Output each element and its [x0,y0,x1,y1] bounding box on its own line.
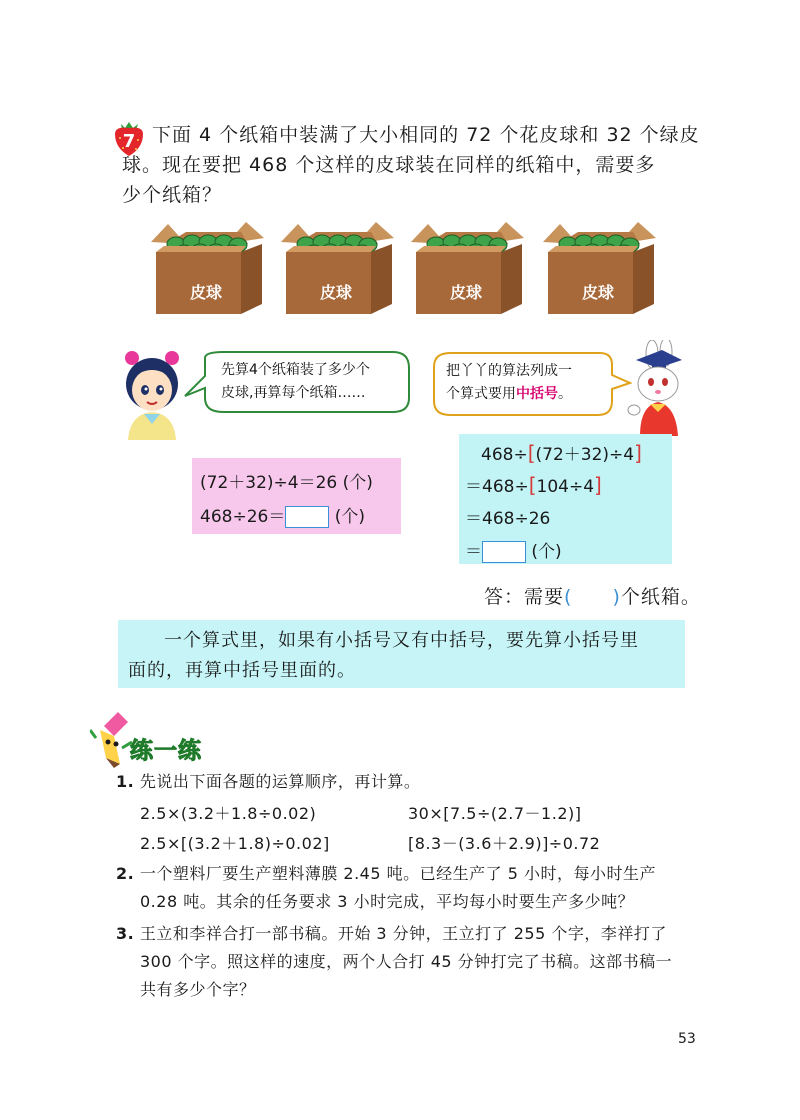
method-two-line-4-prefix: ＝ [465,542,482,562]
method-one-line-2-prefix: 468÷26＝ [200,507,286,527]
answer-blank-box[interactable] [482,541,526,563]
box-2 [276,222,396,322]
page-number: 53 [678,1031,696,1047]
girl-character [120,348,186,440]
expression-d: [8.3－(3.6＋2.9)]÷0.72 [408,834,601,853]
box-label: 皮球 [319,283,352,302]
answer-prefix: 答：需要 [484,586,565,608]
exercise-3-line-2: 300 个字。照这样的速度，两个人合打 45 分钟打完了书稿。这部书稿一 [140,952,673,971]
expression-c: 2.5×[(3.2＋1.8)÷0.02] [140,834,330,853]
girl-speech-bubble [183,350,413,416]
practice-header [90,708,210,768]
problem-line-2: 球。现在要把 468 个这样的皮球装在同样的纸箱中，需要多 [122,154,656,176]
exercise-3-line-1: 王立和李祥合打一部书稿。开始 3 分钟，王立打了 255 个字，李祥打了 [139,924,667,943]
rule-line-2: 面的，再算中括号里面的。 [128,660,356,681]
rabbit-speech-bubble [432,351,632,417]
method-one-line-1: (72＋32)÷4＝26 (个) [200,473,373,493]
box-4 [538,222,658,322]
answer-blank-box[interactable] [285,506,329,528]
exercise-number: 2. [116,864,135,883]
answer-paren-close: ) [612,586,621,608]
exercise-1 [116,768,420,796]
bracket-open: [ [528,473,537,497]
cardboard-box-icon [276,222,396,322]
expression-b: 30×[7.5÷(2.7－1.2)] [408,804,582,823]
cardboard-box-icon [406,222,526,322]
cardboard-box-icon [538,222,658,322]
answer-paren-open: ( [564,586,573,608]
practice-title: 练一练 [130,738,202,764]
method-two-line-2-b: 104÷4 [536,477,595,497]
method-two-line-1-a: 468÷ [481,445,528,465]
rule-line-1: 一个算式里，如果有小括号又有中括号，要先算小括号里 [164,630,639,651]
method-two-line-4 [465,537,562,563]
highlight-term: 中括号 [516,386,558,402]
rabbit-speech-line-2 [446,383,572,405]
rabbit-line2-prefix: 个算式要用 [446,386,516,402]
problem-line-3: 少个纸箱？ [122,184,223,206]
method-two-line-2 [465,472,602,497]
rabbit-speech-line-1: 把丫丫的算法列成一 [446,363,572,379]
problem-number: 7 [122,131,136,152]
rabbit-line2-suffix: 。 [558,386,572,402]
exercise-2-line-1: 一个塑料厂要生产塑料薄膜 2.45 吨。已经生产了 5 小时，每小时生产 [139,864,656,883]
method-one-unit: (个) [329,507,365,527]
method-two-line-3: ＝468÷26 [465,509,551,529]
answer-suffix: 个纸箱。 [620,586,701,608]
rule-box [118,620,685,688]
method-one-line-2 [200,502,365,528]
exercise-2 [116,860,656,888]
box-label: 皮球 [189,283,222,302]
bracket-close: ] [594,473,602,497]
exercise-number: 3. [116,924,135,943]
girl-icon [120,348,186,440]
girl-speech-line-1: 先算4个纸箱装了多少个 [221,362,370,378]
exercise-3-line-3: 共有多少个字？ [140,980,256,999]
box-label: 皮球 [581,283,614,302]
method-two-line-1 [481,440,642,465]
rabbit-icon [622,340,688,436]
method-two-line-2-a: ＝468÷ [465,477,529,497]
box-label: 皮球 [449,283,482,302]
exercise-2-line-2: 0.28 吨。其余的任务要求 3 小时完成，平均每小时要生产多少吨？ [140,892,635,911]
box-3 [406,222,526,322]
exercise-number: 1. [116,772,135,791]
rabbit-character [622,340,688,436]
problem-statement [122,120,712,210]
girl-speech-line-2: 皮球,再算每个纸箱…… [221,385,366,401]
problem-line-1: 下面 4 个纸箱中装满了大小相同的 72 个花皮球和 32 个绿皮 [152,124,700,146]
method-two-unit: (个) [526,542,562,562]
expression-a: 2.5×(3.2＋1.8÷0.02) [140,804,317,823]
method-two-panel [459,434,672,564]
rule-text [128,626,678,686]
answer-line [484,582,701,609]
exercise-1-text: 先说出下面各题的运算顺序，再计算。 [139,772,421,791]
exercise-3 [116,920,667,948]
method-one-panel [192,458,401,534]
method-two-line-1-b: (72＋32)÷4 [535,445,635,465]
bracket-close: ] [634,441,642,465]
bracket-open: [ [527,441,536,465]
box-1 [146,222,266,322]
cardboard-box-icon [146,222,266,322]
